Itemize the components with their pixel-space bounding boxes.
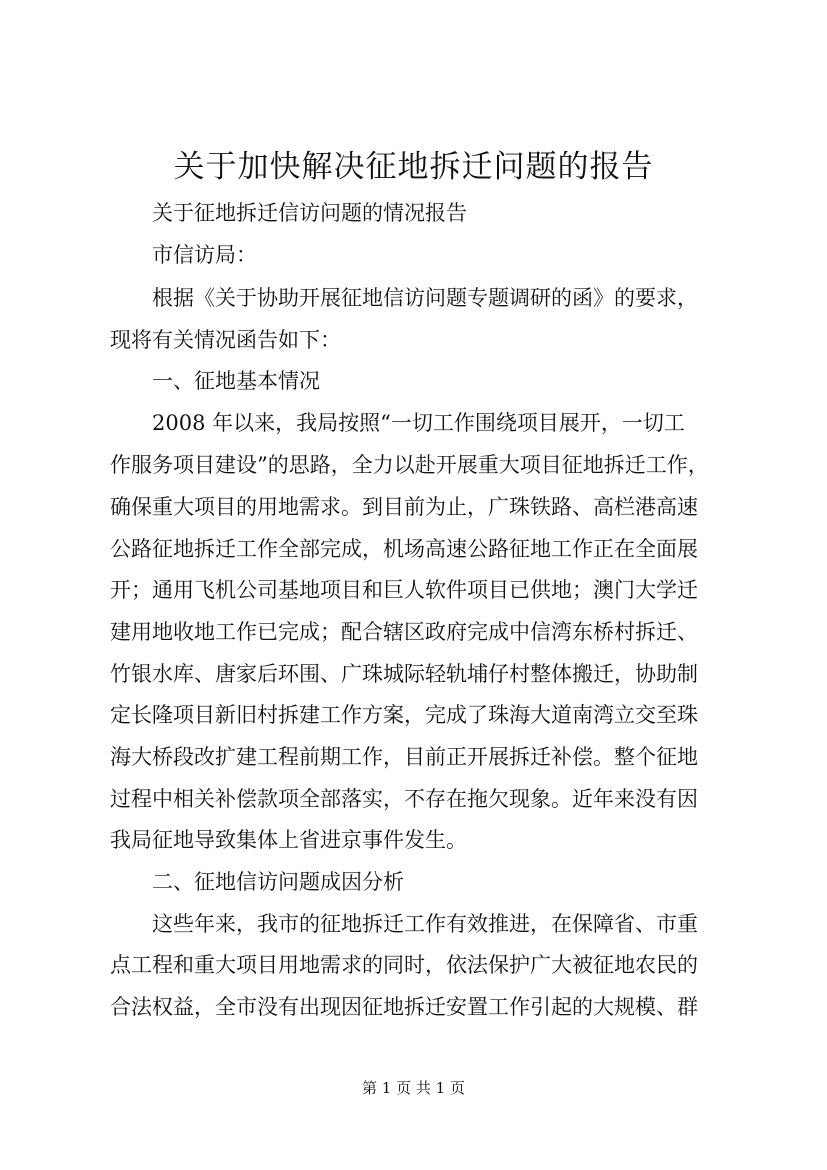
- paragraph-line: 2008 年以来，我局按照“一切工作围绕项目展开，一切工: [152, 411, 685, 435]
- paragraph-line: 根据《关于协助开展征地信访问题专题调研的函》的要求，: [152, 286, 698, 310]
- paragraph-line: 开；通用飞机公司基地项目和巨人软件项目已供地；澳门大学迁: [110, 578, 698, 602]
- paragraph-line: 合法权益，全市没有出现因征地拆迁安置工作引起的大规模、群: [110, 995, 698, 1019]
- paragraph-line: 海大桥段改扩建工程前期工作，目前正开展拆迁补偿。整个征地: [110, 745, 698, 769]
- section-heading: 二、征地信访问题成因分析: [152, 870, 404, 894]
- page-footer: 第 1 页 共 1 页: [362, 1079, 465, 1097]
- paragraph-line: 作服务项目建设”的思路，全力以赴开展重大项目征地拆迁工作，: [110, 453, 709, 477]
- document-title: 关于加快解决征地拆迁问题的报告: [173, 149, 654, 185]
- paragraph-line: 公路征地拆迁工作全部完成，机场高速公路征地工作正在全面展: [110, 537, 698, 561]
- paragraph-line: 这些年来，我市的征地拆迁工作有效推进，在保障省、市重: [152, 912, 698, 936]
- paragraph-line: 点工程和重大项目用地需求的同时，依法保护广大被征地农民的: [110, 953, 698, 977]
- section-heading: 一、征地基本情况: [152, 369, 320, 393]
- paragraph-line: 定长隆项目新旧村拆建工作方案，完成了珠海大道南湾立交至珠: [110, 703, 698, 727]
- paragraph-line: 确保重大项目的用地需求。到目前为止，广珠铁路、高栏港高速: [110, 495, 698, 519]
- paragraph-line: 我局征地导致集体上省进京事件发生。: [110, 828, 467, 852]
- paragraph-line: 建用地收地工作已完成；配合辖区政府完成中信湾东桥村拆迁、: [110, 620, 698, 644]
- paragraph-line: 竹银水库、唐家后环围、广珠城际轻轨埔仔村整体搬迁，协助制: [110, 662, 698, 686]
- paragraph-line: 关于征地拆迁信访问题的情况报告: [152, 201, 467, 225]
- paragraph-line: 过程中相关补偿款项全部落实，不存在拖欠现象。近年来没有因: [110, 787, 698, 811]
- paragraph-line: 市信访局：: [152, 243, 257, 267]
- paragraph-line: 现将有关情况函告如下：: [110, 328, 341, 352]
